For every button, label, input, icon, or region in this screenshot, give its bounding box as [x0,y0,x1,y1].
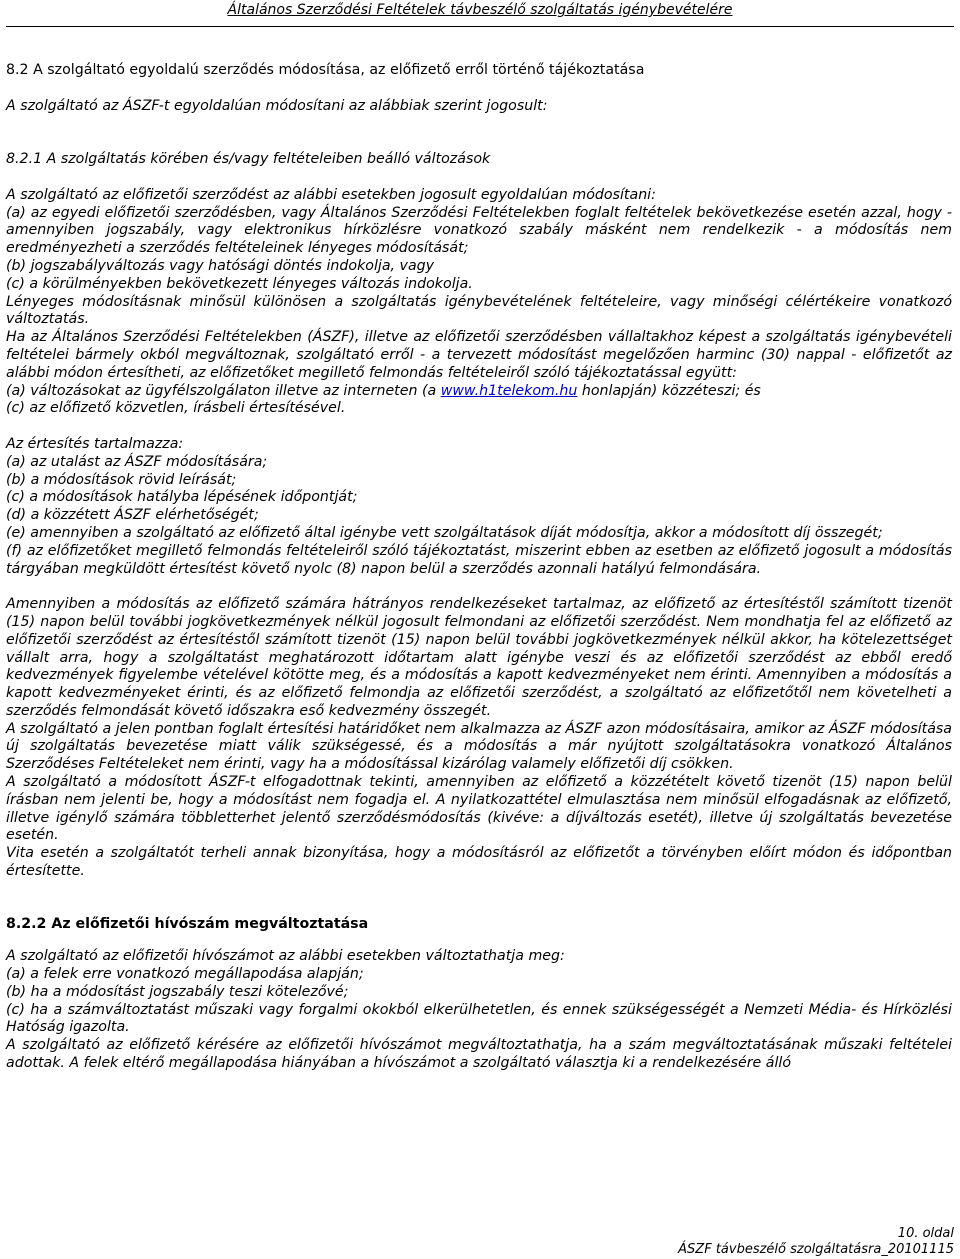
paragraph: A szolgáltató a módosított ÁSZF-t elfogadottnak tekinti, amennyiben az előfizető a közzétételt követő tizenöt (15) napon belül írásban nem jelenti be, hogy a módosítást nem fogadja el. A nyilatkozattétel elmulasztása nem minősül elfogadásnak az előfizető, illetve igénylő számára többletterhet jelentő szerződésmódosítás (kivéve: a díjváltozás esetét), illetve új szolgáltatás bevezetése esetén. [6,774,952,844]
paragraph [6,383,952,401]
document-id: ÁSZF távbeszélő szolgáltatásra_20101115 [678,1242,954,1257]
paragraph: Lényeges módosításnak minősül különösen a szolgáltatás igénybevételének feltételeire, vagy minőségi célértékeire vonatkozó változtatás. [6,293,952,328]
paragraph: Ha az Általános Szerződési Feltételekben (ÁSZF), illetve az előfizetői szerződésben vállaltakhoz képest a szolgáltatás igénybevételi feltételei bármely okból megváltoznak, szolgáltató erről - a tervezett módosítást megelőzően harminc (30) nappal - előfizetőt az alábbi módon értesítheti, az előfizetőket megillető felmondás feltételeiről szóló tájékoztatással együtt: [6,329,952,381]
list-item: (e) amennyiben a szolgáltató az előfizető által igénybe vett szolgáltatások díját módosítja, akkor a módosított díj összegét; [6,524,883,541]
paragraph: (a) az egyedi előfizetői szerződésben, vagy Általános Szerződési Feltételekben foglalt feltételek bekövetkezése esetén azzal, hogy - amennyiben jogszabály, vagy elektronikus hírközlésre vonatkozó szabály másként nem rendelkezik - a módosítás nem eredményezheti a szerződés feltételeinek lényeges módosítását; [6,204,952,257]
section-8-2-2-heading: 8.2.2 Az előfizetői hívószám megváltoztatása [6,916,369,933]
paragraph: Vita esetén a szolgáltatót terheli annak bizonyítása, hogy a módosításról az előfizetőt a törvényben előírt módon és időpontban értesítette. [6,845,952,880]
paragraph: A szolgáltató az előfizető kérésére az előfizetői hívószámot megváltoztathatja, ha a szám megváltoztatásának műszaki feltételei adottak. A felek eltérő megállapodása hiányában a hívószámot a szolgáltató választja ki a rendelkezésére álló [6,1037,952,1072]
text: (a) változásokat az ügyfélszolgálaton illetve az interneten (a [6,382,441,399]
paragraph: A szolgáltató az előfizetői hívószámot az alábbi esetekben változtathatja meg: [6,948,565,965]
list-item: (b) ha a módosítást jogszabály teszi kötelezővé; [6,983,349,1000]
list-item: (c) a módosítások hatályba lépésének időpontját; [6,489,358,506]
section-8-2-1-heading: 8.2.1 A szolgáltatás körében és/vagy feltételeiben beálló változások [6,150,491,167]
paragraph: Az értesítés tartalmazza: [6,435,184,452]
website-link[interactable]: www.h1telekom.hu [440,382,578,399]
paragraph: (c) a körülményekben bekövetkezett lényeges változás indokolja. [6,275,473,292]
list-item: (b) a módosítások rövid leírását; [6,471,237,488]
running-header: Általános Szerződési Feltételek távbeszélő szolgáltatás igénybevételére [227,2,733,18]
paragraph: (b) jogszabályváltozás vagy hatósági döntés indokolja, vagy [6,257,435,274]
list-item: (f) az előfizetőket megillető felmondás feltételeiről szóló tájékoztatást, miszerint ebben az esetben az előfizető jogosult a módosítás tárgyában megküldött értesítést követő nyolc (8) napon belül a szerződés azonnali hatályú felmondására. [6,542,952,577]
paragraph: A szolgáltató a jelen pontban foglalt értesítési határidőket nem alkalmazza az ÁSZF azon módosításaira, amikor az ÁSZF módosítása új szolgáltatás bevezetése miatt válik szükségessé, és a módosítás a már nyújtott szolgáltatásokra vonatkozó Általános Szerződéses Feltételeket nem érinti, vagy ha a módosítással kizárólag valamely előfizetői díj csökken. [6,720,952,773]
section-8-2-intro: A szolgáltató az ÁSZF-t egyoldalúan módosítani az alábbiak szerint jogosult: [6,97,548,114]
paragraph: A szolgáltató az előfizetői szerződést az alábbi esetekben jogosult egyoldalúan módosítani: [6,186,656,203]
list-item: (a) a felek erre vonatkozó megállapodása alapján; [6,966,364,983]
list-item: (c) ha a számváltoztatást műszaki vagy forgalmi okokból elkerülhetetlen, és ennek szükségességét a Nemzeti Média- és Hírközlési Hatóság igazolta. [6,1001,952,1036]
section-8-2-heading: 8.2 A szolgáltató egyoldalú szerződés módosítása, az előfizető erről történő tájékoztatása [6,62,645,78]
document-body [6,62,952,1073]
page-number: 10. oldal [897,1226,954,1241]
text: honlapján) közzéteszi; és [577,382,761,399]
page-footer [678,1226,954,1258]
list-item: (a) az utalást az ÁSZF módosítására; [6,453,268,470]
list-item: (d) a közzétett ÁSZF elérhetőségét; [6,507,259,524]
paragraph: Amennyiben a módosítás az előfizető számára hátrányos rendelkezéseket tartalmaz, az előfizető az értesítéstől számított tizenöt (15) napon belül további jogkövetkezmények nélkül jogosult felmondani az előfizetői szerződést. Nem mondhatja fel az előfizető az előfizetői szerződést az értesítéstől számított tizenöt (15) napon belül további jogkövetkezmények nélkül akkor, ha kötelezettséget vállalt arra, hogy a szolgáltatást meghatározott időtartam alatt igénybe veszi és az előfizetői szerződést az ebből eredő kedvezmények figyelembe vételével kötötte meg, és a módosítás a kapott kedvezményeket nem érinti. Amennyiben a módosítás a kapott kedvezményeket érinti, és az előfizető felmondja az előfizetői szerződést, a szolgáltató az előfizetőtől nem követelheti a szerződés felmondását követő időszakra eső kedvezmény összegét. [6,596,952,719]
header-divider [6,26,954,27]
paragraph: (c) az előfizető közvetlen, írásbeli értesítésével. [6,400,346,417]
